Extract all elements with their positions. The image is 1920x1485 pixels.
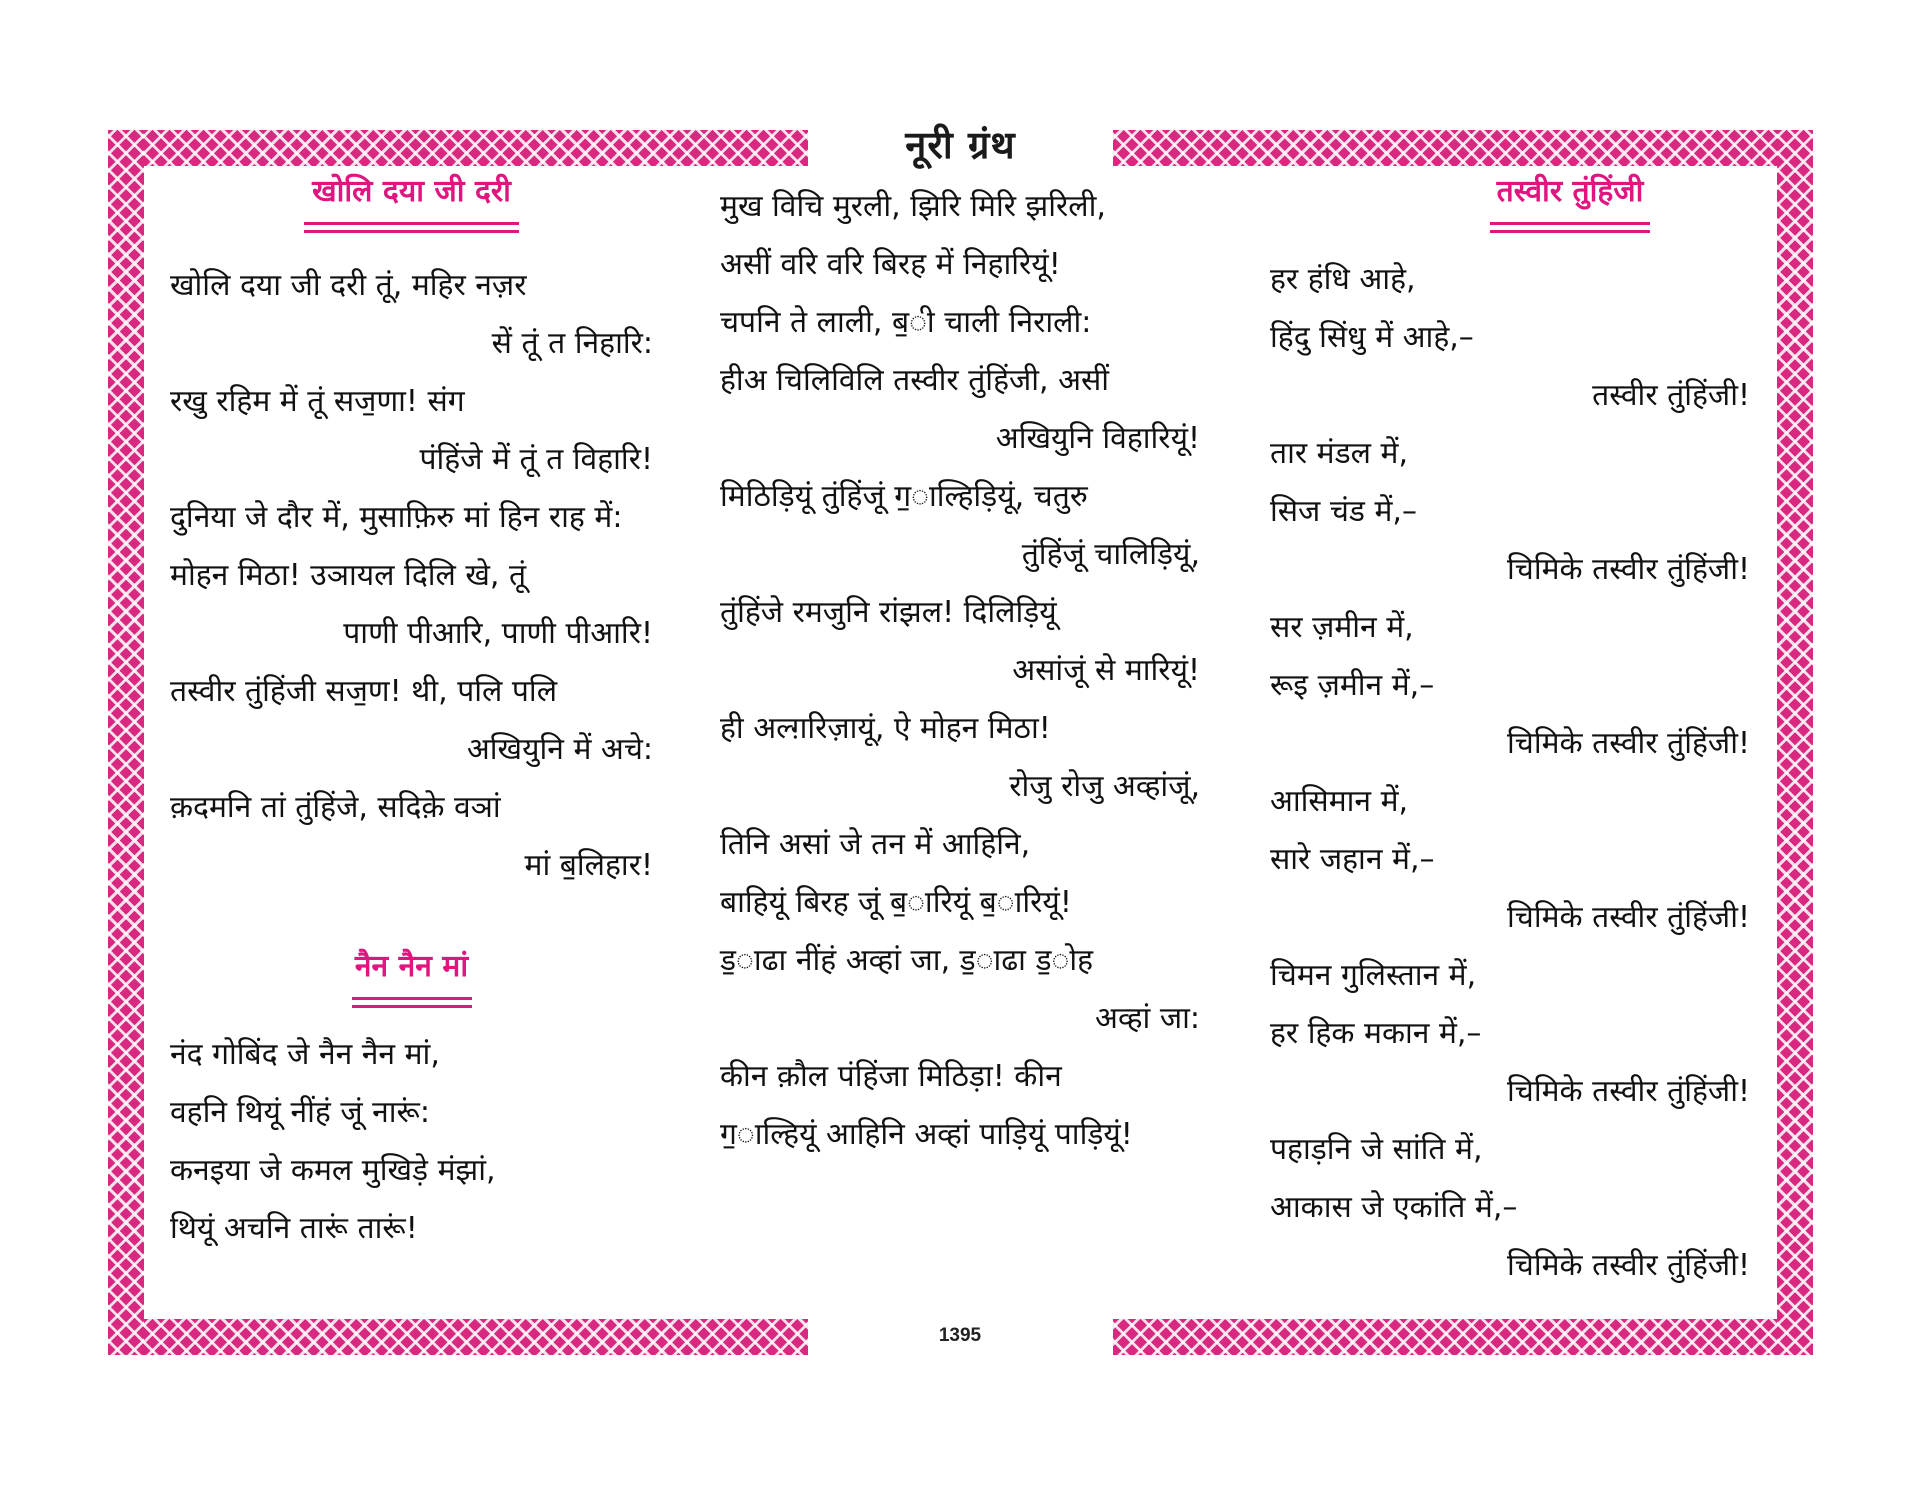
poem-line: वहनि थियूं नींहं जूं नारूं: [170,1095,430,1130]
poem-line: दुनिया जे दौर में, मुसाफ़िरु मां हिन राह में: [170,500,623,535]
poem-line: मोहन मिठा! उञायल दिलि खे, तूं [170,558,527,593]
poem-line: रखु रहिम में तूं सज॒णा! संग [170,384,465,419]
poem-line: हर हिक मकान में,– [1270,1016,1482,1051]
poem-line: ड॒ाढा नींहं अव्हां जा, ड॒ाढा ड॒ोह [720,943,1094,978]
title-underline [1490,222,1650,233]
poem-line: थियूं अचनि तारूं तारूं! [170,1211,418,1246]
poem-line: मुख विचि मुरली, झिरि मिरि झरिली, [720,189,1106,224]
poem-line: हीअ चिलिविलि तस्वीर तुंहिंजी, असीं [720,363,1110,398]
poem-line: आकास जे एकांति में,– [1270,1190,1518,1225]
poem-title-kholi-daya: खोलि दया जी दरी [312,174,511,209]
poem-line: पाणी पीआरि, पाणी पीआरि! [343,616,653,651]
poem-line: हर हंधि आहे, [1270,262,1416,297]
poem-line: पंहिंजे में तूं त विहारि! [419,442,653,477]
poem-refrain: तस्वीर तुंहिंजी! [1592,378,1750,413]
poem-line: अखियुनि विहारियूं! [995,421,1200,456]
left-border [108,130,144,1355]
right-border [1777,130,1813,1355]
poem-refrain: चिमिके तस्वीर तुंहिंजी! [1507,1248,1750,1283]
poem-line: तार मंडल में, [1270,436,1409,471]
poem-refrain: चिमिके तस्वीर तुंहिंजी! [1507,552,1750,587]
top-border-right [1113,130,1813,166]
right-column [1270,170,1750,1295]
poem-line: तिनि असां जे तन में आहिनि, [720,827,1031,862]
poem-line: असांजूं से मारियूं! [1012,653,1200,688]
poem-line: बाहियूं बिरह जूं ब॒ारियूं ब॒ारियूं! [720,885,1072,920]
poem-title-tasveer: तस्वीर तुंहिंजी [1496,174,1644,209]
page-number: 1395 [938,1325,982,1346]
poem-line: रोजु रोजु अव्हांजूं, [1009,769,1200,804]
poem-line: अव्हां जा: [1095,1001,1200,1036]
poem-refrain: चिमिके तस्वीर तुंहिंजी! [1507,726,1750,761]
poem-line: तस्वीर तुंहिंजी सज॒ण! थी, पलि पलि [170,674,558,709]
poem-line: ही अल्ग़रिज़ायूं, ऐ मोहन मिठा! [720,711,1051,746]
book-title: नूरी ग्रंथ [905,123,1016,167]
poem-line: पहाड़नि जे सांति में, [1270,1132,1483,1167]
poem-refrain: चिमिके तस्वीर तुंहिंजी! [1507,1074,1750,1109]
poem-line: सारे जहान में,– [1270,842,1435,877]
poem-line: तुंहिंजूं चालिड़ियूं, [1021,537,1200,572]
poem-refrain: चिमिके तस्वीर तुंहिंजी! [1507,900,1750,935]
poem-line: ग॒ाल्हियूं आहिनि अव्हां पाड़ियूं पाड़ियूं! [720,1117,1133,1152]
poem-line: मिठिड़ियूं तुंहिंजूं ग॒ाल्हिड़ियूं, चतुरु [720,479,1088,514]
poem-title-nain-nain: नैन नैन मां [354,949,469,984]
poem-line: क़दमनि तां तुंहिंजे, सदिक़े वञां [170,790,501,825]
poem-line: नंद गोबिंद जे नैन नैन मां, [170,1037,440,1072]
poem-line: सिज चंड में,– [1270,494,1417,529]
title-underline [304,222,519,233]
poem-line: सर ज़मीन में, [1270,610,1414,645]
poem-line: रूइ ज़मीन में,– [1270,668,1435,703]
poem-line: कनइया जे कमल मुखिड़े मंझां, [170,1153,496,1188]
poem-line: चपनि ते लाली, ब॒ी चाली निराली: [720,305,1092,340]
poem-line: चिमन गुलिस्तान में, [1270,958,1477,993]
left-column [170,170,653,1258]
bottom-border-left [108,1319,808,1355]
poem-line: खोलि दया जी दरी तूं, महिर नज़र [170,268,527,303]
poem-line: सें तूं त निहारि: [491,326,653,361]
top-border-left [108,130,808,166]
bottom-border-right [1113,1319,1813,1355]
poem-line: अखियुनि में अचे: [466,732,653,767]
poem-line: आसिमान में, [1270,784,1409,819]
poem-line: हिंदु सिंधु में आहे,– [1270,320,1474,355]
poem-line: कीन क़ौल पंहिंजा मिठिड़ा! कीन [720,1059,1062,1094]
poem-line: असीं वरि वरि बिरह में निहारियूं! [720,247,1061,282]
middle-column [720,170,1200,1164]
title-underline [352,997,472,1008]
poem-line: मां ब॒लिहार! [524,848,653,883]
poem-line: तुंहिंजे रमजुनि रांझल! दिलिड़ियूं [720,595,1057,630]
